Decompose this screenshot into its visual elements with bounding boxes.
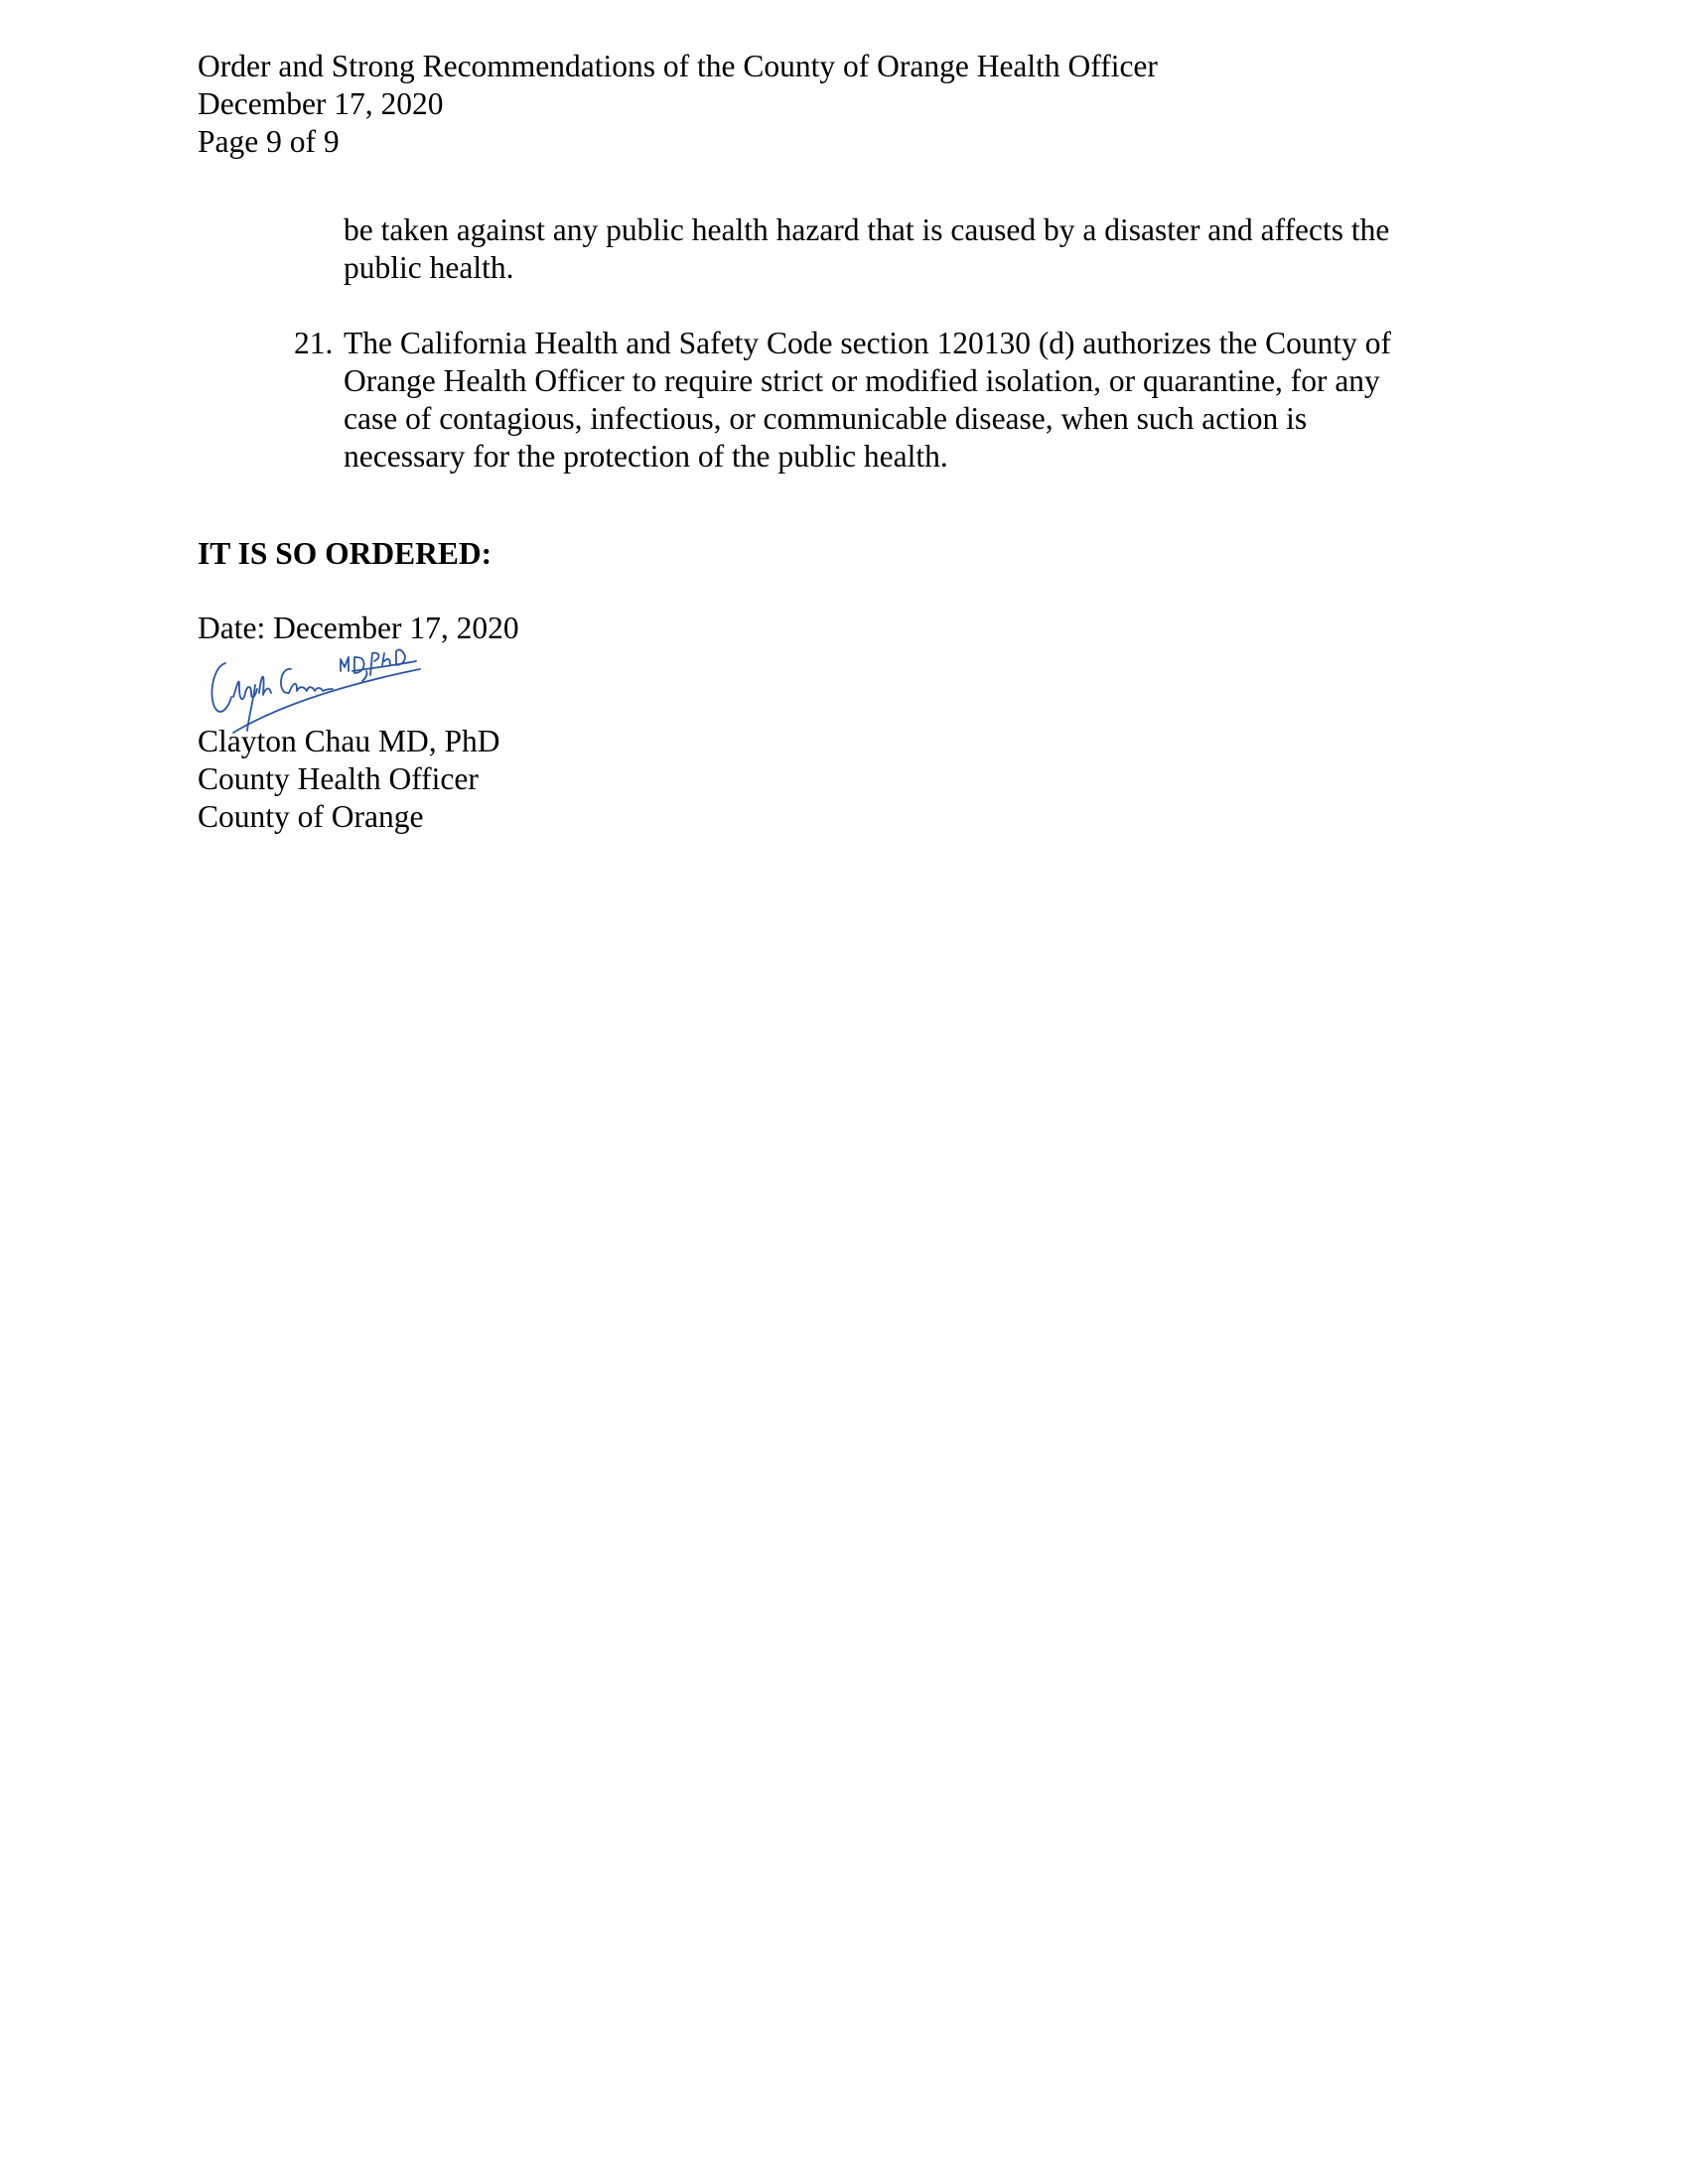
signer-name: Clayton Chau MD, PhD: [198, 724, 500, 758]
list-item-line: The California Health and Safety Code section 120130 (d) authorizes the County of: [344, 326, 1391, 360]
header-title: Order and Strong Recommendations of the County of Orange Health Officer: [198, 49, 1158, 83]
paragraph-continuation-line: public health.: [344, 250, 514, 285]
list-item-number: 21.: [294, 326, 334, 360]
list-item-line: case of contagious, infectious, or communicable disease, when such action is: [344, 401, 1308, 436]
header-date: December 17, 2020: [198, 86, 444, 121]
signer-title: County Health Officer: [198, 761, 479, 796]
header-page-number: Page 9 of 9: [198, 124, 340, 159]
paragraph-continuation-line: be taken against any public health hazard that is caused by a disaster and affects the: [344, 212, 1390, 247]
signer-organization: County of Orange: [198, 799, 424, 834]
order-statement: IT IS SO ORDERED:: [198, 536, 492, 571]
signature-date: Date: December 17, 2020: [198, 611, 519, 645]
list-item-line: necessary for the protection of the public health.: [344, 439, 948, 474]
list-item-line: Orange Health Officer to require strict or modified isolation, or quarantine, for any: [344, 363, 1380, 398]
